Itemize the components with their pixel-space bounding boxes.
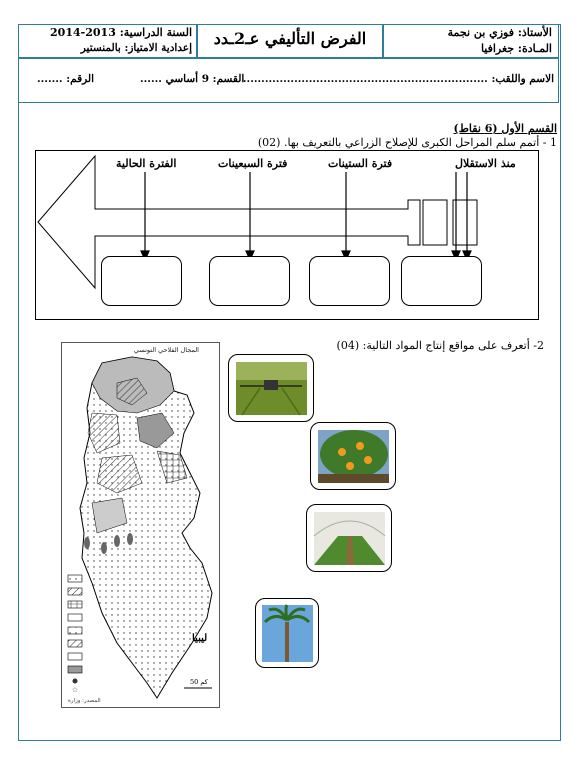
stage-label-seventies: فترة السبعينات bbox=[218, 157, 288, 170]
question-2: 2- أتعرف على مواقع إنتاج المواد التالية: (04) bbox=[336, 339, 544, 352]
answer-box-independence[interactable] bbox=[401, 256, 482, 306]
header-year-box bbox=[18, 24, 197, 58]
answer-box-sixties[interactable] bbox=[309, 256, 390, 306]
stage-label-current: الفترة الحالية bbox=[116, 157, 177, 170]
map-source: المصدر: وزارة bbox=[68, 698, 101, 704]
photo-greenhouse[interactable] bbox=[306, 504, 392, 572]
answer-box-current[interactable] bbox=[101, 256, 182, 306]
svg-text:☆: ☆ bbox=[71, 686, 79, 694]
class-field[interactable]: القسم: 9 أساسي ...... bbox=[140, 73, 245, 85]
photo-crop-spraying[interactable] bbox=[228, 354, 314, 422]
number-field[interactable]: الرقم: ....... bbox=[37, 73, 95, 85]
teacher-name: الأستاذ: فوزي بن نجمة bbox=[447, 26, 552, 39]
school-name: إعدادية الامتياز: بالمنستير bbox=[80, 42, 192, 54]
photo-citrus-orchard[interactable] bbox=[310, 422, 396, 490]
stage-label-independence: منذ الاستقلال bbox=[455, 157, 516, 170]
map-label-libya: ليبيا bbox=[192, 633, 208, 644]
photo-date-palm[interactable] bbox=[255, 598, 319, 668]
header-title-box bbox=[197, 24, 383, 58]
question-1: 1 - أتمم سلم المراحل الكبرى للإصلاح الزراعي بالتعريف بها. (02) bbox=[257, 136, 557, 149]
stage-label-sixties: فترة الستينات bbox=[328, 157, 393, 170]
map-scale: 50 كم bbox=[190, 678, 208, 686]
header-teacher-box bbox=[383, 24, 559, 58]
subject-name: المـادة: جغرافيا bbox=[480, 42, 552, 55]
answer-box-seventies[interactable] bbox=[209, 256, 290, 306]
tunisia-map bbox=[61, 342, 220, 708]
map-title: المجال الفلاحي التونسي bbox=[133, 346, 199, 354]
test-title: الفرض التأليفي عـ2ـدد bbox=[213, 29, 367, 48]
section-title: القسم الأول (6 نقاط) bbox=[453, 122, 557, 135]
student-name-field[interactable]: الاسم واللقب: ................................................................... bbox=[242, 73, 554, 85]
school-year: السنة الدراسية: 2013-2014 bbox=[50, 26, 192, 39]
